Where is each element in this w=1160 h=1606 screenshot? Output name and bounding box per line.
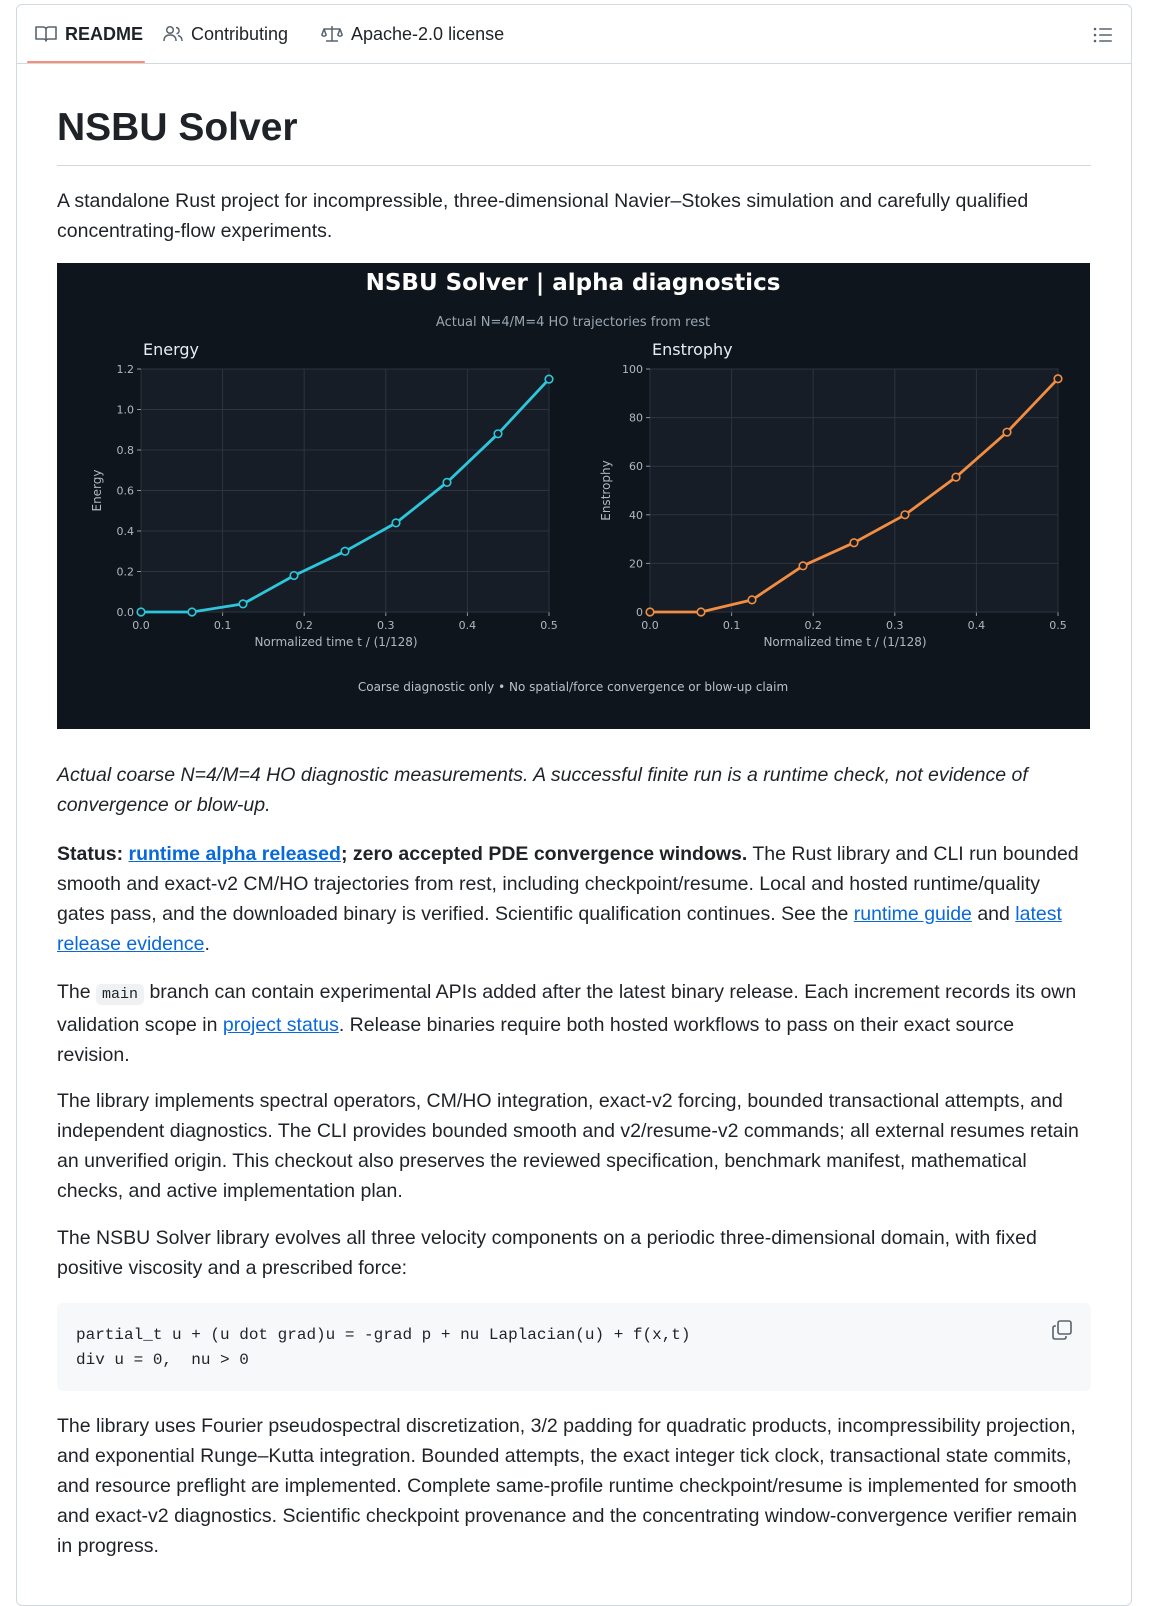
energy-x-tick-label: 0.5 bbox=[540, 619, 558, 632]
tab-license[interactable] bbox=[321, 5, 504, 63]
energy-y-tick-label: 1.0 bbox=[116, 403, 134, 417]
main-para-pre: The bbox=[57, 981, 97, 1003]
people-icon bbox=[163, 25, 183, 43]
energy-y-tick-label: 0.0 bbox=[116, 606, 134, 619]
enstrophy-chart-title: Enstrophy bbox=[652, 340, 733, 359]
energy-y-tick-label: 1.2 bbox=[116, 363, 134, 376]
energy-x-tick-label: 0.4 bbox=[458, 619, 477, 632]
tab-license-label: Apache-2.0 license bbox=[351, 23, 505, 44]
enstrophy-y-axis-label: Enstrophy bbox=[599, 460, 613, 521]
enstrophy-x-tick-label: 0.4 bbox=[967, 619, 986, 632]
figure-title: NSBU Solver | alpha diagnostics bbox=[365, 270, 781, 296]
project-status-link[interactable]: project status bbox=[222, 1014, 339, 1036]
energy-data-point bbox=[137, 608, 145, 616]
tab-readme[interactable] bbox=[35, 5, 143, 63]
energy-chart-title: Energy bbox=[143, 340, 200, 359]
energy-x-tick-label: 0.3 bbox=[377, 619, 395, 632]
energy-data-point bbox=[443, 479, 451, 487]
readme-panel bbox=[16, 4, 1132, 1606]
enstrophy-y-tick-label: 80 bbox=[629, 411, 643, 425]
status-end: . bbox=[204, 933, 210, 955]
enstrophy-y-tick-label: 20 bbox=[629, 557, 643, 571]
energy-y-axis-label: Energy bbox=[90, 469, 104, 512]
enstrophy-y-tick-label: 100 bbox=[622, 363, 643, 376]
enstrophy-data-point bbox=[952, 473, 960, 481]
enstrophy-x-axis-label: Normalized time t / (1/128) bbox=[763, 635, 927, 649]
runtime-guide-link[interactable]: runtime guide bbox=[853, 903, 972, 925]
enstrophy-y-tick-label: 0 bbox=[636, 606, 643, 619]
enstrophy-data-point bbox=[901, 511, 909, 519]
enstrophy-data-point bbox=[1003, 428, 1011, 436]
tab-contributing[interactable] bbox=[163, 5, 288, 63]
copy-icon[interactable] bbox=[1051, 1319, 1073, 1341]
enstrophy-y-tick-label: 60 bbox=[629, 460, 643, 474]
energy-data-point bbox=[341, 547, 349, 555]
energy-data-point bbox=[239, 600, 247, 608]
enstrophy-data-point bbox=[799, 562, 807, 570]
energy-x-tick-label: 0.1 bbox=[213, 619, 232, 632]
energy-data-point bbox=[545, 375, 553, 383]
status-label: Status: bbox=[57, 843, 124, 865]
energy-data-point bbox=[392, 519, 400, 527]
enstrophy-x-tick-label: 0.5 bbox=[1049, 619, 1067, 632]
energy-y-tick-label: 0.2 bbox=[116, 565, 134, 579]
energy-data-point bbox=[188, 608, 196, 616]
code-line-1: partial_t u + (u dot grad)u = -grad p + nu Laplacian(u) + f(x,t) bbox=[76, 1326, 691, 1344]
scale-icon bbox=[321, 25, 343, 43]
page-title: NSBU Solver bbox=[57, 103, 1091, 166]
tab-bar bbox=[17, 5, 1131, 64]
fourier-paragraph: The library uses Fourier pseudospectral discretization, 3/2 padding for quadratic products, incompressibility projection, and exponential Runge–Kutta integration. Bounded attempts, the exact integer tick clock, transactional state commits, and resource preflight are implemented. Complete same-profile runtime checkpoint/resume is implemented for smooth and exact-v2 diagnostics. Scientific checkpoint provenance and the concentrating window-convergence verifier remain in progress. bbox=[57, 1415, 1077, 1557]
main-para-end: . Release binaries require both hosted workflows to pass on their exact source revision. bbox=[57, 1014, 1015, 1066]
enstrophy-chart bbox=[599, 340, 1067, 649]
intro-paragraph: A standalone Rust project for incompressible, three-dimensional Navier–Stokes simulation and carefully qualified concentrating-flow experiments. bbox=[57, 190, 1029, 242]
table-of-contents-icon[interactable] bbox=[1091, 23, 1115, 47]
figure-subtitle: Actual N=4/M=4 HO trajectories from rest bbox=[435, 315, 711, 330]
main-branch-paragraph bbox=[57, 977, 1091, 1070]
code-text bbox=[76, 1323, 691, 1373]
main-para-mid: branch can contain experimental APIs added after the latest binary release. Each increment records its own validation scope in bbox=[57, 981, 1077, 1036]
diagnostics-chart bbox=[57, 263, 1090, 729]
active-tab-indicator bbox=[27, 61, 145, 63]
equation-code-block bbox=[57, 1303, 1091, 1391]
enstrophy-x-tick-label: 0.0 bbox=[641, 619, 659, 632]
energy-x-tick-label: 0.0 bbox=[132, 619, 150, 632]
main-branch-code: main bbox=[96, 984, 144, 1005]
energy-y-tick-label: 0.4 bbox=[116, 525, 134, 538]
enstrophy-data-point bbox=[850, 539, 858, 547]
energy-chart bbox=[90, 340, 558, 649]
status-bold-text: ; zero accepted PDE convergence windows. bbox=[340, 843, 748, 865]
enstrophy-y-tick-label: 40 bbox=[629, 508, 643, 522]
enstrophy-data-point bbox=[1054, 375, 1062, 383]
diagnostics-figure bbox=[57, 263, 1090, 729]
status-and: and bbox=[971, 903, 1016, 925]
energy-y-tick-label: 0.8 bbox=[116, 444, 134, 457]
enstrophy-plot-area bbox=[650, 369, 1058, 612]
energy-data-point bbox=[494, 430, 502, 438]
code-line-2: div u = 0, nu > 0 bbox=[76, 1351, 249, 1369]
enstrophy-x-tick-label: 0.3 bbox=[886, 619, 904, 632]
energy-x-tick-label: 0.2 bbox=[295, 619, 313, 632]
tab-readme-label: README bbox=[65, 23, 144, 44]
status-text: The Rust library and CLI run bounded smooth and exact-v2 CM/HO trajectories from rest, including checkpoint/resume. Local and hosted runtime/quality gates pass, and the downloaded binary is verified. Scientific qualification continues. See the bbox=[57, 843, 1079, 925]
figure-footer: Coarse diagnostic only • No spatial/force convergence or blow-up claim bbox=[357, 680, 789, 694]
velocity-paragraph: The NSBU Solver library evolves all three velocity components on a periodic three-dimensional domain, with fixed positive viscosity and a prescribed force: bbox=[57, 1227, 1037, 1279]
runtime-alpha-link[interactable]: runtime alpha released bbox=[128, 843, 341, 865]
energy-x-axis-label: Normalized time t / (1/128) bbox=[254, 635, 418, 649]
enstrophy-data-point bbox=[748, 596, 756, 604]
figure-caption: Actual coarse N=4/M=4 HO diagnostic measurements. A successful finite run is a runtime check, not evidence of convergence or blow-up. bbox=[57, 764, 1028, 816]
enstrophy-data-point bbox=[646, 608, 654, 616]
library-paragraph: The library implements spectral operators, CM/HO integration, exact-v2 forcing, bounded transactional attempts, and independent diagnostics. The CLI provides bounded smooth and v2/resume-v2 commands; all external resumes retain an unverified origin. This checkout also preserves the reviewed specification, benchmark manifest, mathematical checks, and active implementation plan. bbox=[57, 1090, 1079, 1202]
status-paragraph bbox=[57, 839, 1091, 959]
latest-release-evidence-link[interactable]: latest release evidence bbox=[57, 903, 1062, 955]
enstrophy-data-point bbox=[697, 608, 705, 616]
enstrophy-x-tick-label: 0.2 bbox=[804, 619, 822, 632]
energy-data-point bbox=[290, 572, 298, 580]
energy-y-tick-label: 0.6 bbox=[116, 484, 134, 498]
book-icon bbox=[35, 25, 57, 43]
tab-contributing-label: Contributing bbox=[191, 23, 289, 44]
enstrophy-x-tick-label: 0.1 bbox=[722, 619, 741, 632]
